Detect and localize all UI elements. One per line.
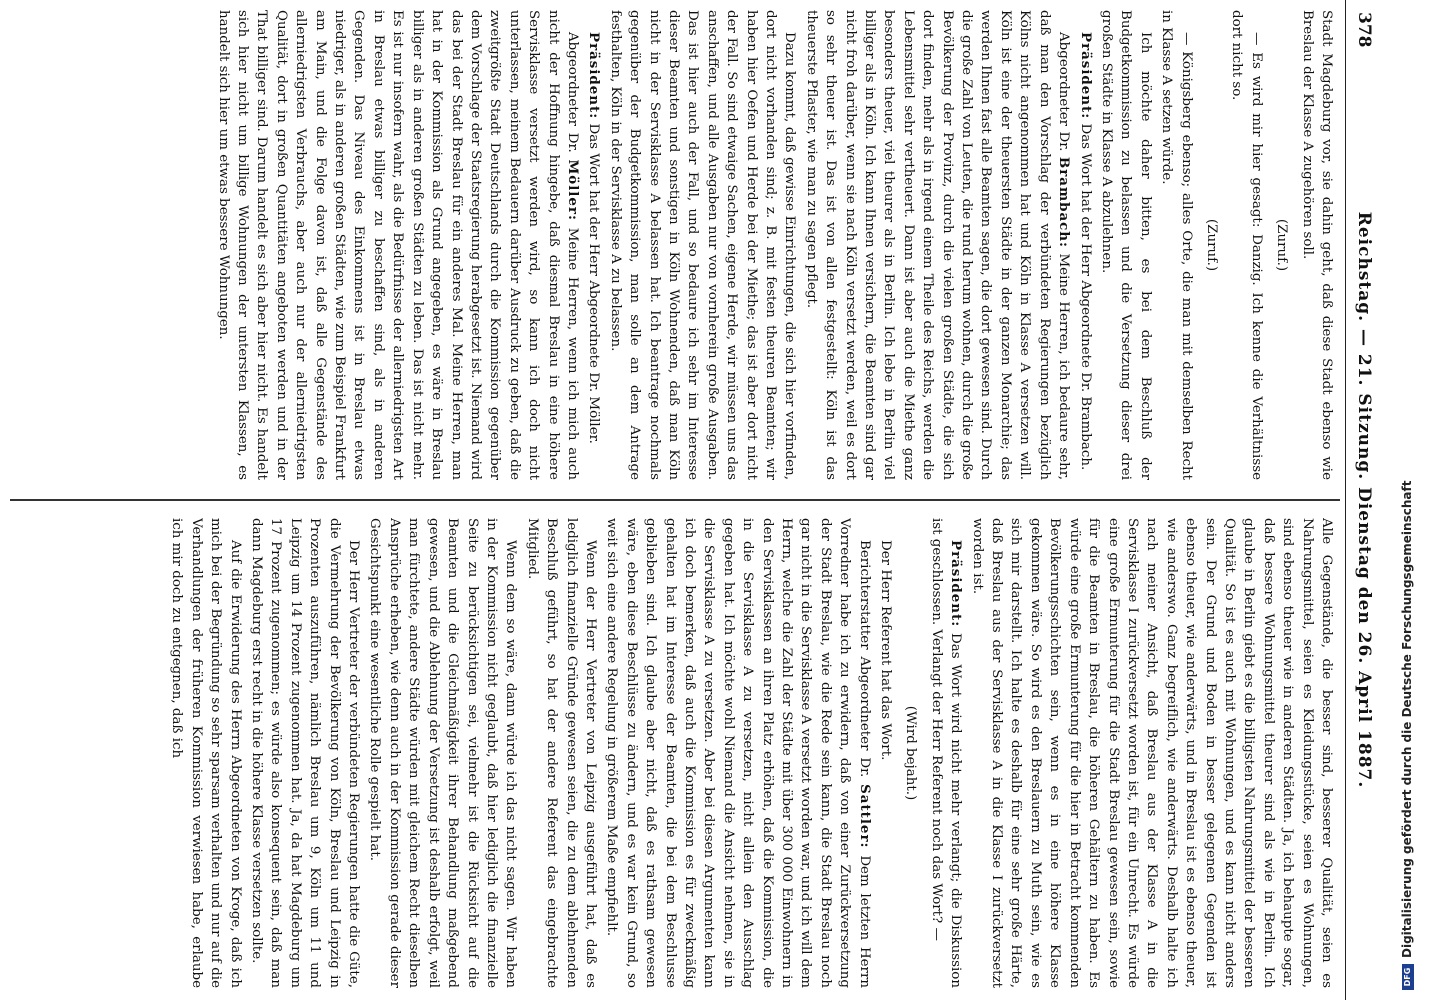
- speech-paragraph: [213, 10, 582, 480]
- paragraph: — Es wird mir hier gesagt: Danzig. Ich kenne die Verhältnisse dort nicht so.: [1229, 10, 1264, 480]
- speech-text: Meine Herren, wenn ich mich auch nicht der Hoffnung hingebe, daß diesmal Breslau in eine höhere Servisklasse versetzt werden wird, so kann ich doch nicht unterlassen, meinem Bedauern darüber Ausdruck zu geben, daß die zweitgrößte Stadt Deutschlands durch die Kommission gegenüber dem Vorschlage der Staatsregierung herabgesetzt ist. Niemand wird das bei der Stadt Breslau für ein anderes Mal. Meine Herren, man hat in der Kommission als Grund angegeben, es wäre in Breslau billiger als in anderen großen Städten zu leben. Das ist nicht mehr. Es ist nur insofern wahr, als die Bedürfnisse der allerniedrigsten Art in Breslau etwas billiger zu beschaffen sind, als in anderen Gegenden. Das Niveau des Einkommens ist in Breslau etwas niedriger, als in anderen großen Städten, wie zum Beispiel Frankfurt am Main, und die Folge davon ist, daß alle Gegenstände des allerniedrigsten Verbrauchs, aber auch nur der allerniedrigsten Qualität, dort in großen Quantitäten angeboten werden und in der That billiger sind. Darum handelt es sich aber hier nicht. Es handelt sich hier nicht um billige Wohnungen der untersten Klassen, es handelt sich hier um etwas bessere Wohnungen.: [215, 10, 580, 480]
- paragraph: Ich möchte daher bitten, es bei dem Beschluß der Budgetkommission zu belassen und die Versetzung dieser drei großen Städte in Klasse A abzulehnen.: [1098, 10, 1153, 480]
- interjection: (Wird bejaht.): [903, 705, 919, 801]
- speech-paragraph: [602, 518, 874, 988]
- footer-strip: [1392, 0, 1432, 1000]
- dfg-logo: DFG: [1402, 964, 1414, 990]
- speech-text: Meine Herren, ich bedaure sehr, daß man den Vorschlag der verbündeten Regierungen bezüglich Kölns nicht angenommen hat und Köln in Klasse A versetzen will. Köln ist eine der theuersten Städte in der ganzen Monarchie; das werden Ihnen fast alle Beamten sagen, die dort gewesen sind. Durch die große Zahl von Leuten, die rund herum wohnen, durch die große Bevölkerung der Provinz, durch die vielen großen Städte, die sich dort finden, mehr als in irgend einem Theile des Reichs, werden die Lebensmittel sehr vertheuert. Dann ist aber auch die Miethe ganz besonders theuer, viel theurer als in Berlin. Ich lebe in Berlin viel billiger als in Köln. Ich kann Ihnen versichern, die Beamten sind gar nicht froh darüber, wenn sie nach Köln versetzt werden, weil es dort so sehr theuer ist. Das ist von allen festgestellt: Köln ist das theuerste Pflaster, wie man zu sagen pflegt.: [803, 10, 1072, 480]
- speech-paragraph: [1075, 10, 1094, 480]
- speaker-name: Präsident:: [1077, 32, 1094, 120]
- paragraph: Der Herr Referent hat das Wort.: [878, 540, 894, 761]
- speech-text: Das Wort hat der Herr Abgeordnete Dr. Möller.: [586, 123, 602, 444]
- footer-credit: [1400, 481, 1414, 990]
- paragraph: — Königsberg ebenso; alles Orte, die man mit demselben Recht in Klasse A setzen würde.: [1159, 10, 1194, 480]
- speaker-name: Sattler:: [856, 784, 873, 849]
- speech-text: Dem letzten Herrn Vorredner habe ich zu erwidern, daß von einer Zurückversetzung der Stadt Breslau, wie die Rede sein kann, die Stadt Breslau noch gar nicht in die Servisklasse A versetzt worden war, und ich will dem Herrn, welche die Zahl der Städte mit über 300 000 Einwohnern in den Servisklassen an ihren Platz erhöhen, daß die Kommission, die in die Servisklasse A zu versetzen, nicht allein den Ausschlag gegeben hat. Ich möchte wohl Niemand die Ansicht nehmen, sie in die Servisklasse A zu versetzen. Aber bei diesen Argumenten kann ich doch bemerken, daß auch die Kommission es für zweckmäßig gehalten hat im Interesse der Beamten, die bei dem Beschlusse geblieben sind. Ich glaube aber nicht, daß es rathsam gewesen wäre, eben diese Beschlüsse zu ändern, und es war kein Grund, so weit sich eine andere Regelung in größerem Maße empfiehlt.: [604, 518, 872, 988]
- speaker-name: Präsident:: [586, 32, 603, 120]
- interjection: (Zuruf.): [1203, 218, 1219, 272]
- speaker-name: Möller:: [564, 159, 581, 221]
- footer-credit-text: Digitalisierung gefördert durch die Deutsche Forschungsgemeinschaft: [1400, 480, 1414, 958]
- paragraph: Wenn dem so wäre, dann würde ich das nicht sagen. Wir haben in der Kommission nicht geglaubt, daß hier lediglich die finanzielle Seite zu berücksichtigen sei, vielmehr ist die Rücksicht auf die Beamten und die Gleichmäßigkeit ihrer Behandlung maßgebend gewesen, und die Ablehnung der Versetzung ist deshalb erfolgt, weil man fürchtete, andere Städte würden mit gleichem Recht dieselben Ansprüche erheben, wie denn auch in der Kommission gerade dieser Gesichtspunkt eine wesentliche Rolle gespielt hat.: [367, 518, 519, 988]
- speaker-title: Berichterstatter Abgeordneter Dr.: [856, 540, 872, 778]
- speaker-title: Abgeordneter Dr.: [1056, 32, 1072, 152]
- paragraph: Wenn der Herr Vertreter von Leipzig ausgeführt hat, daß es lediglich finanzielle Gründe gewesen seien, die zu dem ablehnenden Beschluß geführt, so hat der andere Referent das eingebrachte Mitglied.: [524, 518, 598, 988]
- speech-paragraph: [926, 518, 965, 988]
- speech-paragraph: [801, 10, 1073, 480]
- speaker-name: Präsident:: [948, 540, 965, 628]
- column-divider: [10, 499, 1340, 501]
- paragraph: Alle Gegenstände, die besser sind, besserer Qualität, seien es Nahrungsmittel, seien es Kleidungsstücke, seien es Wohnungen, sind ebenso theuer wie in anderen Städten. Ja, ich behaupte sogar, daß bessere Wohnungsmittel theurer sind als wie in Berlin. Ich glaube in Berlin giebt es die billigsten Nahrungsmittel der besseren Qualität. So ist es auch mit Wohnungen, und es kann nicht anders sein. Der Grund und Boden in besser gelegenen Gegenden ist ebenso theuer, wie anderwärts, und in Breslau ist es ebenso theuer, wie anderswo. Ganz begreiflich, wie anderwärts. Deshalb halte ich nach meiner Ansicht, daß Breslau aus der Klasse A in die Servisklasse I zurückversetzt worden ist, für ein Unrecht. Es würde eine große Ermunterung für die Stadt Breslau gewesen sein, sowie für die Beamten in Breslau, die höheren Gehältern zu haben. Es würde eine große Ermunterung für die hier in Betracht kommenden Bevölkerungsschichten sein, wenn es in eine höhere Klasse gekommen wäre. So wird es den Breslauern zu Muth sein, wie es sich mir darstellt. Ich halte es deshalb für eine sehr große Härte, daß Breslau aus der Servisklasse A in die Klasse I zurückversetzt worden ist.: [969, 518, 1334, 988]
- speaker-name: Brambach:: [1056, 156, 1073, 248]
- running-title: Reichstag. — 21. Sitzung. Dienstag den 26. April 1887.: [1354, 211, 1374, 789]
- speech-text: Das Wort hat der Herr Abgeordnete Dr. Brambach.: [1077, 123, 1093, 471]
- speech-text: Das Wort wird nicht mehr verlangt; die Diskussion ist geschlossen. Verlangt der Herr Referent noch das Wort? —: [928, 518, 964, 988]
- page-number: 378: [1354, 12, 1374, 48]
- page-header: [1345, 0, 1380, 1000]
- right-column: [16, 518, 1336, 988]
- paragraph: Auf die Erwiderung des Herrn Abgeordneten von Kroge, daß ich mich bei der Begründung so sehr sparsam verhalten und nur auf die Verhandlungen der früheren Kommission verwiesen habe, erlaube ich mir doch zu entgegnen, daß ich: [169, 518, 243, 988]
- paragraph: Stadt Magdeburg vor, sie dahin geht, daß diese Stadt ebenso wie Breslau der Klasse A zugehören soll.: [1299, 10, 1334, 480]
- paragraph: Dazu kommt, daß gewisse Einrichtungen, die sich hier vorfinden, dort nicht vorhanden sind; z. B. mit festen theuren Beamten; wir haben hier Oefen und Herde bei der Miethe; das ist aber dort nicht der Fall. So sind etwaige Sachen, eigene Herde, wir müssen uns das anschaffen, und alle Ausgaben nur von vornherein große Ausgaben. Das ist hier auch der Fall, und so bedaure ich sehr im Interesse dieser Beamten und sonstigen in Köln Wohnenden, daß man Köln nicht in der Servisklasse A belassen hat. Ich beantrage nochmals gegenüber der Budgetkommission, man solle an dem Antrage festhalten, Köln in der Servisklasse A zu belassen.: [607, 10, 798, 480]
- speech-paragraph: [584, 10, 603, 480]
- paragraph: Der Herr Vertreter der verbündeten Regierungen hatte die Güte, die Vermehrung der Bevölkerung von Köln, Breslau und Leipzig in Prozenten auszuführen, nämlich Breslau um 9, Köln um 11 und Leipzig um 14 Prozent zugenommen hat. Ja, da hat Magdeburg um 17 Prozent zugenommen; es würde also konsequent sein, daß man dann Magdeburg erst recht in die höhere Klasse versetzen sollte.: [249, 518, 362, 988]
- interjection: (Zuruf.): [1274, 218, 1290, 272]
- left-column: [16, 10, 1336, 480]
- speaker-title: Abgeordneter Dr.: [564, 32, 580, 153]
